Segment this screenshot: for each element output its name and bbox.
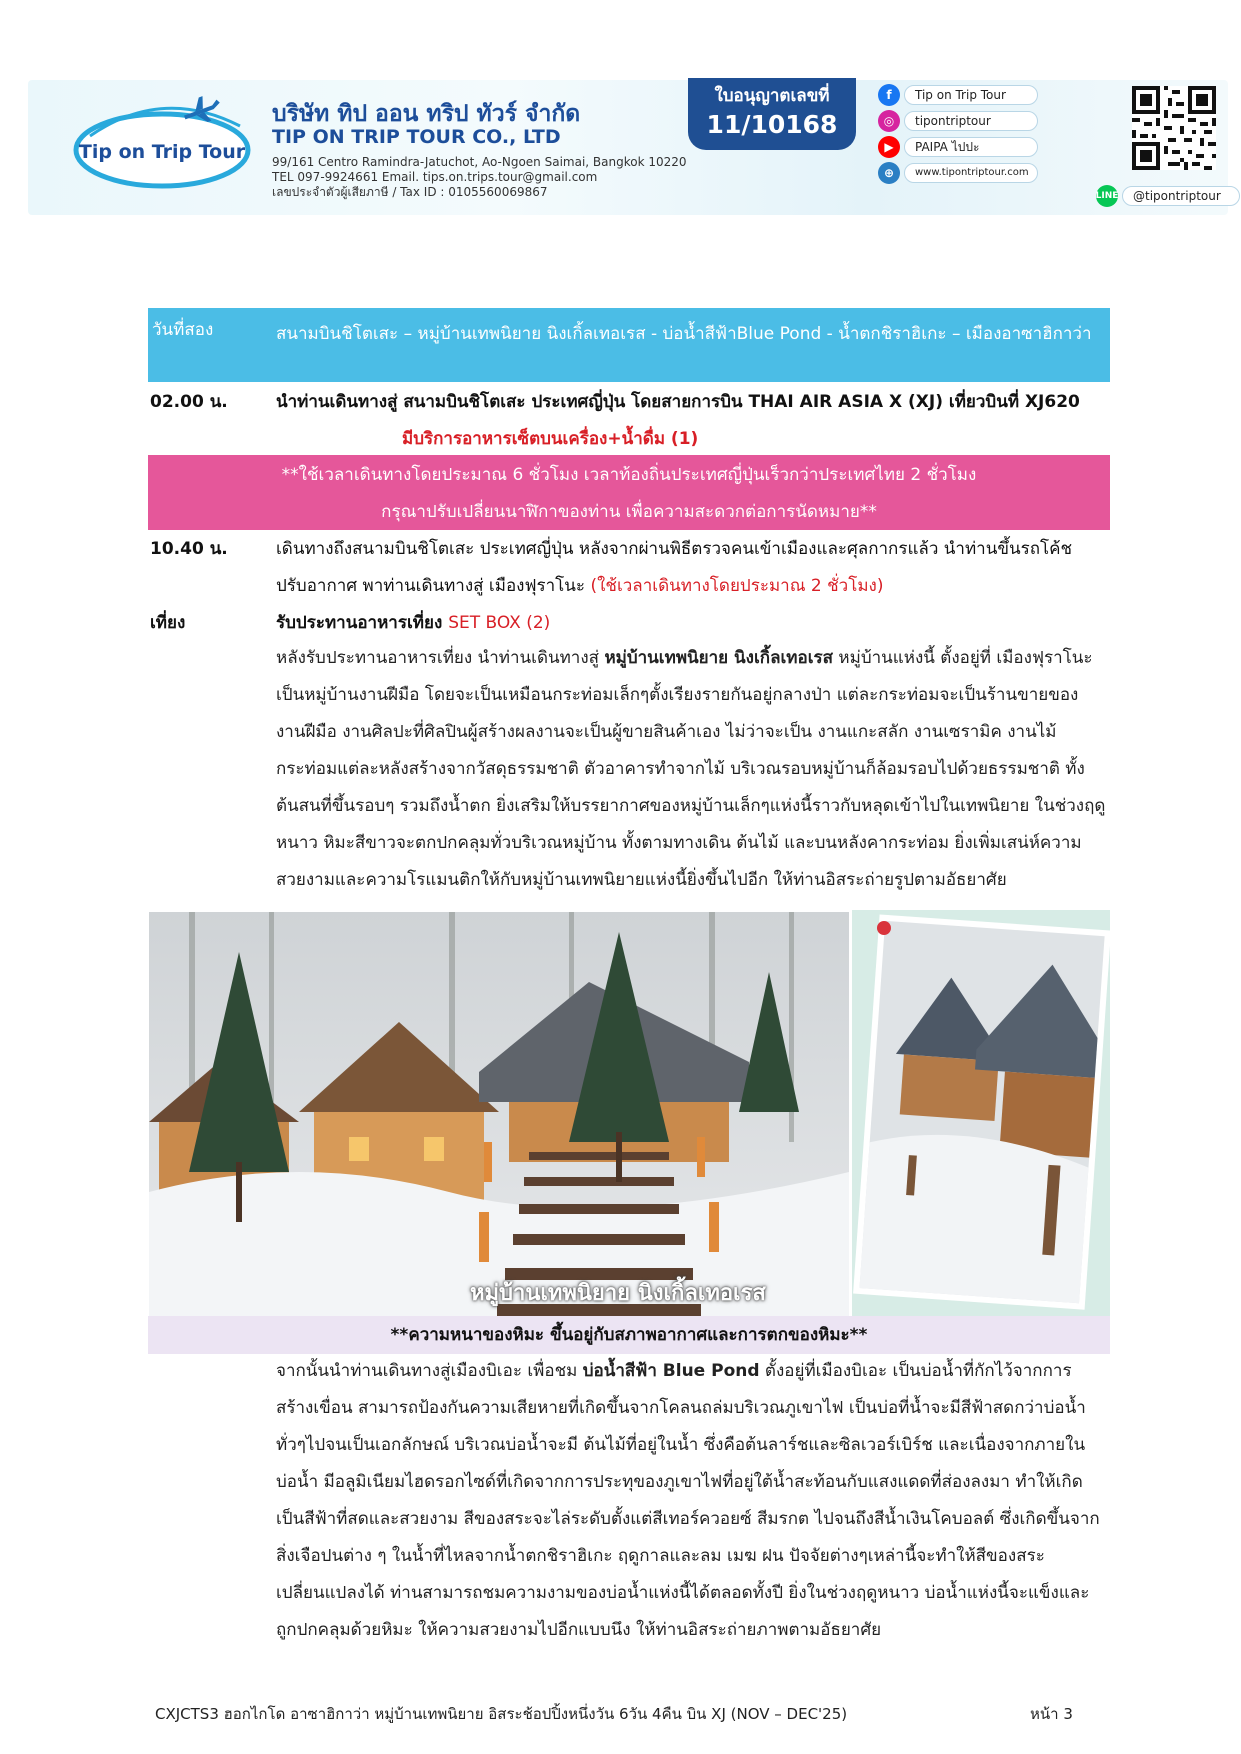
day-label: วันที่สอง (152, 320, 214, 340)
youtube-label: PAIPA ไปปะ (904, 137, 1038, 157)
ningle-terrace-paragraph (276, 640, 1106, 899)
blue-pond-paragraph (276, 1353, 1106, 1649)
facebook-link[interactable] (878, 84, 1038, 106)
blue-pond-intro: จากนั้นนำท่านเดินทางสู่เมืองบิเอะ เพื่อชม (276, 1361, 583, 1381)
time-0200: 02.00 น. (150, 392, 228, 412)
license-label: ใบอนุญาตเลขที่ (714, 86, 830, 106)
line-link[interactable] (1096, 184, 1240, 208)
web-icon: ⊕ (878, 162, 900, 184)
ningle-intro: หลังรับประทานอาหารเที่ยง นำท่านเดินทางสู่ (276, 648, 605, 668)
page-number: หน้า 3 (1030, 1705, 1073, 1723)
website-link[interactable] (878, 162, 1038, 184)
transfer-duration: (ใช้เวลาเดินทางโดยประมาณ 2 ชั่วโมง) (590, 576, 884, 596)
day-title: สนามบินชิโตเสะ – หมู่บ้านเทพนิยาย นิงเกิ้ลเทอเรส - บ่อน้ำสีฟ้าBlue Pond - น้ำตกชิราฮิเกะ – เมืองอาซาฮิกาว่า (276, 324, 1092, 344)
time-notice-line-1: **ใช้เวลาเดินทางโดยประมาณ 6 ชั่วโมง เวลาท้องถิ่นประเทศญี่ปุ่นเร็วกว่าประเทศไทย 2 ชั่วโมง (281, 465, 977, 485)
svg-text:Tip on Trip Tour: Tip on Trip Tour (78, 141, 246, 163)
license-number: 11/10168 (706, 110, 838, 139)
lunch-text (276, 611, 550, 635)
arrival-text: เดินทางถึงสนามบินชิโตเสะ ประเทศญี่ปุ่น หลังจากผ่านพิธีตรวจคนเข้าเมืองและศุลกากรแล้ว นำท่านขึ้นรถโค้ช (276, 539, 1073, 559)
facebook-label: Tip on Trip Tour (904, 85, 1038, 105)
ningle-name: หมู่บ้านเทพนิยาย นิงเกิ้ลเทอเรส (604, 648, 834, 668)
time-notice-line-2: กรุณาปรับเปลี่ยนนาฬิกาของท่าน เพื่อความสะดวกต่อการนัดหมาย** (381, 502, 877, 522)
instagram-label: tipontriptour (904, 111, 1038, 131)
company-contact: TEL 097-9924661 Email. tips.on.trips.tour@gmail.com (272, 170, 598, 184)
time-1040: 10.40 น. (150, 539, 228, 559)
flight-text: นำท่านเดินทางสู่ สนามบินชิโตเสะ ประเทศญี่ปุ่น โดยสายการบิน THAI AIR ASIA X (XJ) เที่ยวบินที่ XJ620 (276, 392, 1080, 412)
company-address-block (272, 155, 687, 200)
facebook-icon: f (878, 84, 900, 106)
company-name-thai: บริษัท ทิป ออน ทริป ทัวร์ จำกัด (272, 101, 581, 127)
website-label: www.tipontriptour.com (904, 163, 1038, 183)
footer-program-code: CXJCTS3 ฮอกไกโด อาซาฮิกาว่า หมู่บ้านเทพนิยาย อิสระช้อปปิ้งหนึ่งวัน 6วัน 4คืน บิน XJ (NOV – DEC'25) (155, 1705, 848, 1723)
instagram-icon: ◎ (878, 110, 900, 132)
ningle-body: หมู่บ้านแห่งนี้ ตั้งอยู่ที่ เมืองฟุราโนะ เป็นหมู่บ้านงานฝีมือ โดยจะเป็นเหมือนกระท่อมเล็กๆตั้งเรียงรายกันอยู่กลางป่า แต่ละกระท่อมจะเป็นร้านขายของงานฝีมือ งานศิลปะที่ศิลปินผู้สร้างผลงานจะเป็นผู้ขายสินค้าเอง ไม่ว่าจะเป็น งานแกะสลัก งานเซรามิค งานไม้ กระท่อมแต่ละหลังสร้างจากวัสดุธรรมชาติ ตัวอาคารทำจากไม้ บริเวณรอบหมู่บ้านก็ล้อมรอบไปด้วยธรรมชาติ ทั้งต้นสนที่ขึ้นรอบๆ รวมถึงน้ำตก ยิ่งเสริมให้บรรยากาศของหมู่บ้านเล็กๆแห่งนี้ราวกับหลุดเข้าไปในเทพนิยาย ในช่วงฤดูหนาว หิมะสีขาวจะตกปกคลุมทั่วบริเวณหมู่บ้าน ทั้งตามทางเดิน ต้นไม้ และบนหลังคากระท่อม ยิ่งเพิ่มเสน่ห์ความสวยงามและความโรแมนติกให้กับหมู่บ้านเทพนิยายแห่งนี้ยิ่งขึ้นไปอีก ให้ท่านอิสระถ่ายรูปตามอัธยาศัย (276, 648, 1106, 890)
blue-pond-body: ตั้งอยู่ที่เมืองบิเอะ เป็นบ่อน้ำที่กักไว้จากการสร้างเขื่อน สามารถป้องกันความเสียหายที่เกิดขึ้นจากโคลนถล่มบริเวณภูเขาไฟ เป็นบ่อที่น้ำจะมีสีฟ้าสดกว่าบ่อน้ำทั่วๆไปจนเป็นเอกลักษณ์ บริเวณบ่อน้ำจะมี ต้นไม้ที่อยู่ในน้ำ ซึ่งคือต้นลาร์ชและซิลเวอร์เบิร์ช และเนื่องจากภายในบ่อน้ำ มีอลูมิเนียมไฮดรอกไซด์ที่เกิดจากการประทุของภูเขาไฟที่อยู่ใต้น้ำสะท้อนกับแสงแดดที่ส่องลงมา ทำให้เกิดเป็นสีฟ้าที่สดและสวยงาม สีของสระจะไล่ระดับตั้งแต่สีเทอร์ควอยซ์ สีมรกต ไปจนถึงสีน้ำเงินโคบอลต์ ซึ่งเกิดขึ้นจากสิ่งเจือปนต่าง ๆ ในน้ำที่ไหลจากน้ำตกชิราฮิเกะ ฤดูกาลและลม เมฆ ฝน ปัจจัยต่างๆเหล่านี้จะทำให้สีของสระเปลี่ยนแปลงได้ ท่านสามารถชมความงามของบ่อน้ำแห่งนี้ได้ตลอดทั้งปี ยิ่งในช่วงฤดูหนาว บ่อน้ำแห่งนี้จะแข็งและถูกปกคลุมด้วยหิมะ ให้ความสวยงามไปอีกแบบนึง ให้ท่านอิสระถ่ายภาพตามอัธยาศัย (276, 1361, 1100, 1640)
company-name-english: TIP ON TRIP TOUR CO., LTD (272, 126, 561, 148)
company-tax-id: เลขประจำตัวผู้เสียภาษี / Tax ID : 0105560069867 (272, 185, 548, 199)
transfer-text-main: ปรับอากาศ พาท่านเดินทางสู่ เมืองฟุราโนะ (276, 576, 591, 596)
instagram-link[interactable] (878, 110, 1038, 132)
company-banner (28, 80, 1228, 215)
youtube-icon: ▶ (878, 136, 900, 158)
youtube-link[interactable] (878, 136, 1038, 158)
line-icon: LINE (1096, 185, 1118, 207)
company-logo (70, 96, 255, 194)
license-badge (688, 78, 856, 150)
company-address: 99/161 Centro Ramindra-Jatuchot, Ao-Ngoen Saimai, Bangkok 10220 (272, 155, 687, 169)
lunch-set-box: SET BOX (2) (448, 613, 551, 633)
photo-caption: หมู่บ้านเทพนิยาย นิงเกิ้ลเทอเรส (470, 1281, 766, 1306)
snow-thickness-note: **ความหนาของหิมะ ขึ้นอยู่กับสภาพอากาศและการตกของหิมะ** (148, 1316, 1110, 1354)
ningle-terrace-photo (149, 912, 849, 1316)
cabin-side-photo (852, 910, 1110, 1316)
time-lunch: เที่ยง (150, 613, 186, 633)
blue-pond-name: บ่อน้ำสีฟ้า Blue Pond (582, 1361, 760, 1381)
transfer-text (276, 574, 883, 598)
line-id: @tipontriptour (1122, 186, 1240, 206)
lunch-label: รับประทานอาหารเที่ยง (276, 613, 449, 633)
inflight-meal: มีบริการอาหารเซ็ตบนเครื่อง+น้ำดื่ม (1) (402, 429, 699, 449)
qr-code (1132, 86, 1216, 170)
